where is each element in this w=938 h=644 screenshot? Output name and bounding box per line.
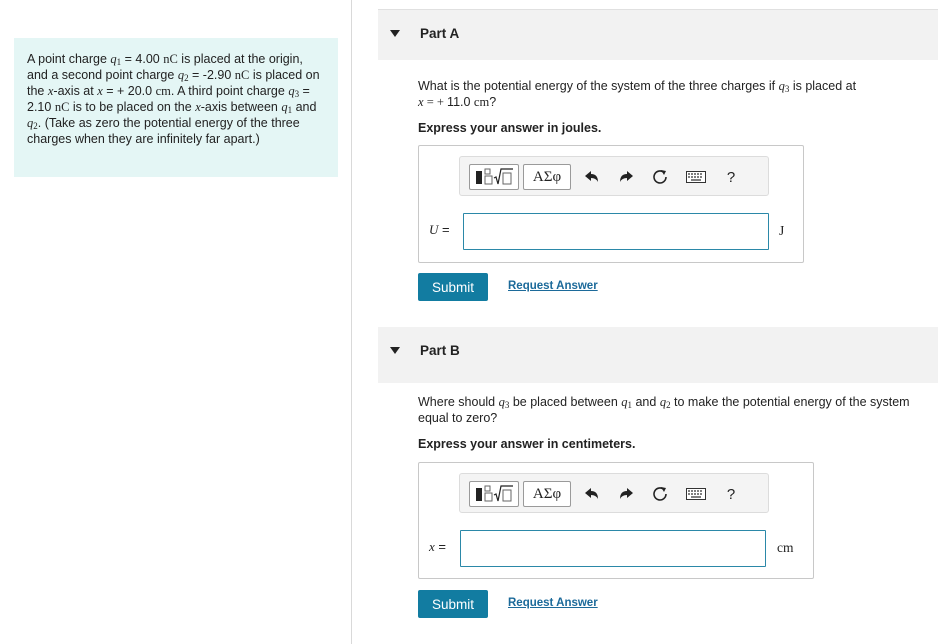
text-segment: 1 xyxy=(627,400,632,410)
text-segment: x xyxy=(418,95,424,109)
part-a-header[interactable] xyxy=(378,10,938,60)
text-segment: x xyxy=(195,100,201,114)
part-a-question xyxy=(418,78,938,110)
help-icon[interactable]: ? xyxy=(726,168,736,186)
text-segment: q xyxy=(288,84,295,98)
templates-icon xyxy=(473,484,515,504)
text-segment: 2 xyxy=(33,121,38,131)
text-segment: = 4.00 xyxy=(121,52,164,66)
text-segment: q xyxy=(778,79,785,93)
text-segment: be placed between xyxy=(509,395,622,409)
submit-button[interactable]: Submit xyxy=(418,590,488,618)
text-segment: 3 xyxy=(294,89,300,99)
text-segment: -axis at xyxy=(53,84,98,98)
text-segment: What is the potential energy of the system of the three charges if xyxy=(418,79,779,93)
text-segment: q xyxy=(621,395,628,409)
keyboard-icon[interactable] xyxy=(685,166,707,188)
text-segment: cm xyxy=(473,95,490,109)
text-segment: to make the potential energy of the system equal to zero? xyxy=(418,395,910,425)
greek-symbols-icon: ΑΣφ xyxy=(532,168,562,185)
templates-icon xyxy=(473,167,515,187)
templates-button[interactable] xyxy=(469,481,519,507)
math-toolbar xyxy=(459,473,769,513)
text-segment: q xyxy=(177,68,185,82)
redo-icon[interactable] xyxy=(615,483,637,505)
text-segment: = -2.90 xyxy=(188,68,235,82)
text-segment: is placed on the xyxy=(27,68,320,98)
text-segment: . (Take as zero the potential energy of the three charges when they are infinitely far apart.) xyxy=(27,116,300,146)
text-segment: . A third point charge xyxy=(170,84,289,98)
part-b-title: Part B xyxy=(420,343,460,358)
text-segment: x xyxy=(97,84,103,98)
answer-label: U = xyxy=(429,222,450,237)
text-segment: q xyxy=(281,100,288,114)
text-segment: = + xyxy=(423,95,448,109)
unit-label: J xyxy=(779,223,785,238)
text-segment: x xyxy=(47,84,54,98)
submit-button[interactable]: Submit xyxy=(418,273,488,301)
greek-symbols-button[interactable] xyxy=(523,164,571,190)
text-segment: 1 xyxy=(116,57,122,67)
text-segment: and xyxy=(632,395,660,409)
unit-label: cm xyxy=(777,540,794,555)
reset-icon[interactable] xyxy=(649,483,671,505)
text-segment: 3 xyxy=(784,84,790,94)
math-toolbar xyxy=(459,156,769,196)
text-segment: 2 xyxy=(184,73,189,83)
text-segment: 2 xyxy=(666,400,671,410)
text-segment: nC xyxy=(234,68,250,82)
text-segment: = + 20.0 xyxy=(102,84,156,98)
answer-input[interactable] xyxy=(463,213,769,250)
part-b-question xyxy=(418,394,938,426)
text-segment: q xyxy=(659,395,667,409)
text-segment: is to be placed on the xyxy=(69,100,196,114)
text-segment: 3 xyxy=(504,400,510,410)
text-segment: A point charge xyxy=(27,52,111,66)
text-segment: = 2.10 xyxy=(27,84,310,114)
collapse-caret-icon[interactable] xyxy=(390,347,400,354)
text-segment: nC xyxy=(163,52,178,66)
request-answer-link[interactable]: Request Answer xyxy=(508,597,598,609)
text-segment: -axis between xyxy=(200,100,282,114)
text-segment: q xyxy=(27,116,34,130)
answer-label: x = xyxy=(429,539,446,554)
text-segment: and xyxy=(292,100,317,114)
keyboard-icon[interactable] xyxy=(685,483,707,505)
collapse-caret-icon[interactable] xyxy=(390,30,400,37)
text-segment: ? xyxy=(489,95,497,109)
text-segment: cm xyxy=(155,84,171,98)
text-segment: 11.0 xyxy=(447,95,474,109)
problem-statement xyxy=(14,38,338,177)
text-segment: nC xyxy=(54,100,70,114)
answer-input[interactable] xyxy=(460,530,766,567)
text-segment: is placed at xyxy=(789,79,857,93)
part-b-header[interactable] xyxy=(378,327,938,383)
text-segment: 1 xyxy=(287,105,293,115)
text-segment: q xyxy=(498,395,505,409)
greek-symbols-button[interactable] xyxy=(523,481,571,507)
part-a-instruction: Express your answer in joules. xyxy=(418,121,602,135)
text-segment: Where should xyxy=(418,395,499,409)
redo-icon[interactable] xyxy=(615,166,637,188)
greek-symbols-icon: ΑΣφ xyxy=(532,485,562,502)
text-segment: is placed at the origin, and a second point charge xyxy=(27,52,303,82)
undo-icon[interactable] xyxy=(581,483,603,505)
part-a-title: Part A xyxy=(420,26,460,41)
left-pane xyxy=(0,0,352,644)
templates-button[interactable] xyxy=(469,164,519,190)
part-a-answer-box xyxy=(418,145,804,263)
request-answer-link[interactable]: Request Answer xyxy=(508,280,598,292)
part-b-answer-box xyxy=(418,462,814,579)
help-icon[interactable]: ? xyxy=(726,485,736,503)
text-segment: q xyxy=(110,52,117,66)
reset-icon[interactable] xyxy=(649,166,671,188)
part-b-instruction: Express your answer in centimeters. xyxy=(418,437,636,451)
undo-icon[interactable] xyxy=(581,166,603,188)
right-pane xyxy=(352,0,938,644)
